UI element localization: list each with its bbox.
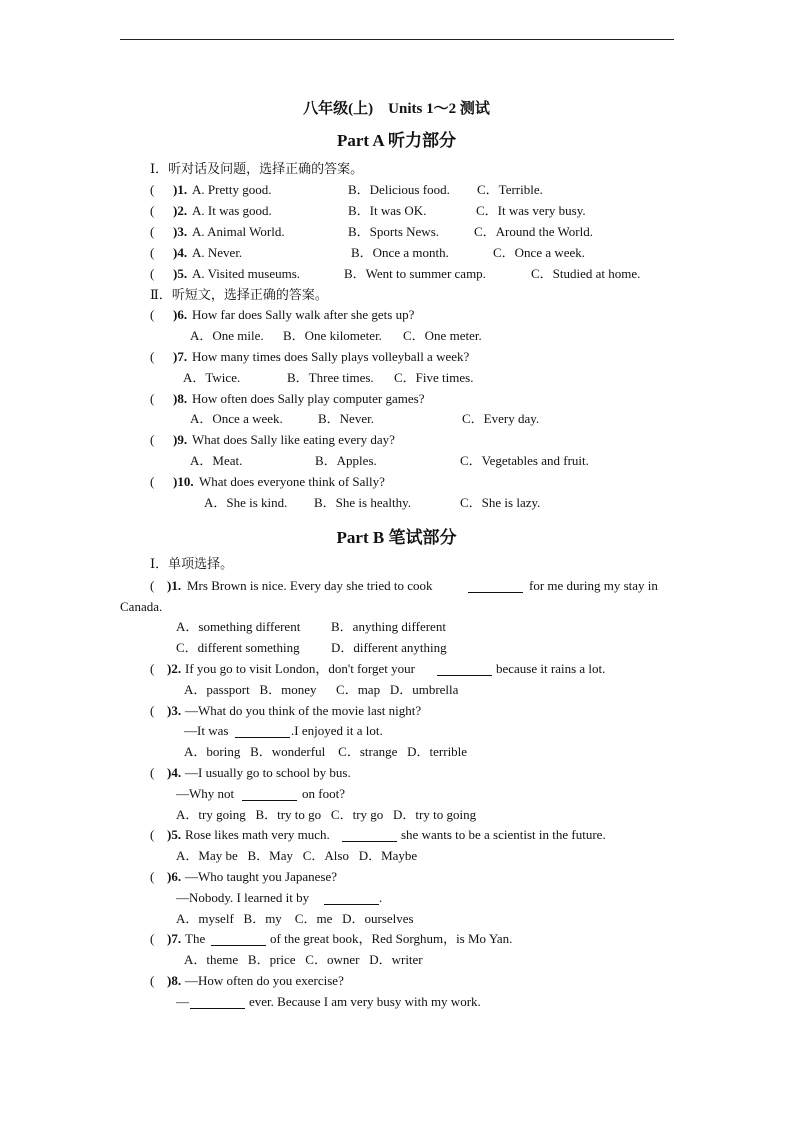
exam-title: 八年级(上) Units 1～2 测试 (303, 101, 490, 117)
question-text: What does Sally like eating every day? (192, 432, 395, 447)
answer-blank[interactable] (211, 933, 266, 946)
question-text: How many times does Sally plays volleyball a week? (192, 349, 470, 364)
option-c: C．Every day. (462, 411, 540, 426)
dialogue-line-1: —How often do you exercise? (185, 973, 344, 988)
option-c: C．It was very busy. (476, 203, 586, 218)
question-number: )5. (173, 266, 188, 281)
part-b-title: Part B 笔试部分 (336, 528, 457, 547)
question-text: How far does Sally walk after she gets up? (192, 307, 415, 322)
option-b: B．It was OK. (348, 203, 427, 218)
question-number: )1. (173, 182, 188, 197)
answer-paren: ( (150, 349, 155, 364)
question-number: )5. (167, 827, 182, 842)
question-number: )4. (167, 765, 182, 780)
option-b: B．Apples. (315, 453, 377, 468)
dialogue-line-2: —It was (184, 723, 229, 738)
answer-paren: ( (150, 827, 158, 842)
question-number: )6. (173, 307, 188, 322)
answer-blank[interactable] (324, 892, 379, 905)
question-number: )7. (167, 931, 182, 946)
option-b: B．Three times. (287, 370, 374, 385)
answer-paren: ( (150, 182, 155, 197)
answer-paren: ( (150, 432, 155, 447)
question-text: The (185, 931, 206, 946)
question-text: Mrs Brown is nice. Every day she tried to cook (187, 578, 433, 593)
option-c: C．Studied at home. (531, 266, 641, 281)
option-a: A. Pretty good. (192, 182, 272, 197)
question-text-cont: of the great book，Red Sorghum，is Mo Yan. (270, 931, 513, 946)
question-number: )6. (167, 869, 182, 884)
question-text-cont: she wants to be a scientist in the future. (401, 827, 606, 842)
dialogue-line-2-cont: . (379, 890, 383, 905)
option-c: C．Five times. (394, 370, 474, 385)
question-number: )8. (173, 391, 188, 406)
option-d: D．different anything (331, 640, 447, 655)
question-number: )2. (173, 203, 188, 218)
option-b: B．One kilometer. (283, 328, 382, 343)
question-text-cont: for me during my stay in (529, 578, 658, 593)
answer-paren: ( (150, 474, 155, 489)
dialogue-line-1: —What do you think of the movie last night? (185, 703, 422, 718)
answer-paren: ( (150, 765, 158, 780)
option-b: B．anything different (331, 619, 446, 634)
answer-paren: ( (150, 973, 158, 988)
dialogue-line-2-cont: .I enjoyed it a lot. (291, 723, 383, 738)
question-text-cont: because it rains a lot. (496, 661, 606, 676)
answer-blank[interactable] (242, 788, 297, 801)
answer-blank[interactable] (468, 580, 523, 593)
part-a-section-2-heading: Ⅱ．听短文，选择正确的答案。 (150, 287, 328, 302)
dialogue-line-2-cont: on foot? (302, 786, 345, 801)
option-c: C．Once a week. (493, 245, 586, 260)
option-c: C．Around the World. (474, 224, 593, 239)
header-rule (120, 39, 674, 40)
question-number: )4. (173, 245, 188, 260)
option-a: A．something different (176, 619, 301, 634)
option-b: B．Went to summer camp. (344, 266, 486, 281)
dialogue-line-2: — (176, 994, 189, 1009)
answer-paren: ( (150, 703, 158, 718)
options-line: A．try going B．try to go C．try go D．try to going (176, 807, 477, 822)
answer-paren: ( (150, 266, 155, 281)
answer-paren: ( (150, 245, 155, 260)
question-text: Rose likes math very much. (185, 827, 330, 842)
question-number: )10. (173, 474, 194, 489)
option-a: A．Once a week. (190, 411, 283, 426)
option-c: C．One meter. (403, 328, 482, 343)
question-number: )1. (167, 578, 182, 593)
question-text: If you go to visit London，don't forget your (185, 661, 415, 676)
answer-paren: ( (150, 203, 155, 218)
option-a: A．Twice. (183, 370, 241, 385)
option-b: B．Sports News. (348, 224, 440, 239)
question-number: )7. (173, 349, 188, 364)
question-number: )9. (173, 432, 188, 447)
option-a: A. It was good. (192, 203, 272, 218)
answer-paren: ( (150, 869, 158, 884)
question-text: How often does Sally play computer games? (192, 391, 425, 406)
options-line: A．passport B．money C．map D．umbrella (184, 682, 459, 697)
option-b: B．Once a month. (351, 245, 449, 260)
answer-paren: ( (150, 307, 155, 322)
options-line: A．May be B．May C．Also D．Maybe (176, 848, 418, 863)
answer-paren: ( (150, 391, 155, 406)
question-text-wrap: Canada. (120, 599, 163, 614)
options-line: A．theme B．price C．owner D．writer (184, 952, 423, 967)
dialogue-line-1: —I usually go to school by bus. (185, 765, 351, 780)
answer-paren: ( (150, 224, 155, 239)
option-a: A．She is kind. (204, 495, 288, 510)
part-a-section-1-heading: Ⅰ．听对话及问题，选择正确的答案。 (150, 161, 364, 176)
option-b: B．Delicious food. (348, 182, 450, 197)
option-a: A. Never. (192, 245, 243, 260)
dialogue-line-2: —Why not (176, 786, 235, 801)
answer-paren: ( (150, 931, 158, 946)
question-number: )3. (167, 703, 182, 718)
dialogue-line-2-cont: ever. Because I am very busy with my work. (249, 994, 481, 1009)
options-line: A．myself B．my C．me D．ourselves (176, 911, 414, 926)
option-b: B．Never. (318, 411, 374, 426)
dialogue-line-1: —Who taught you Japanese? (185, 869, 337, 884)
question-number: )2. (167, 661, 182, 676)
question-text: What does everyone think of Sally? (199, 474, 385, 489)
answer-blank[interactable] (190, 996, 245, 1009)
question-number: )8. (167, 973, 182, 988)
options-line: A．boring B．wonderful C．strange D．terrible (184, 744, 468, 759)
option-c: C．Vegetables and fruit. (460, 453, 589, 468)
option-a: A. Visited museums. (192, 266, 301, 281)
option-a: A．Meat. (190, 453, 243, 468)
option-a: A．One mile. (190, 328, 264, 343)
question-number: )3. (173, 224, 188, 239)
dialogue-line-2: —Nobody. I learned it by (176, 890, 310, 905)
option-c: C．different something (176, 640, 300, 655)
answer-paren: ( (150, 578, 158, 593)
answer-blank[interactable] (437, 663, 492, 676)
answer-blank[interactable] (235, 725, 290, 738)
option-c: C．She is lazy. (460, 495, 541, 510)
option-c: C．Terrible. (477, 182, 543, 197)
answer-blank[interactable] (342, 829, 397, 842)
part-a-title: Part A 听力部分 (337, 131, 456, 150)
answer-paren: ( (150, 661, 158, 676)
option-b: B．She is healthy. (314, 495, 412, 510)
option-a: A. Animal World. (192, 224, 285, 239)
part-b-section-1-heading: Ⅰ．单项选择。 (150, 556, 234, 571)
